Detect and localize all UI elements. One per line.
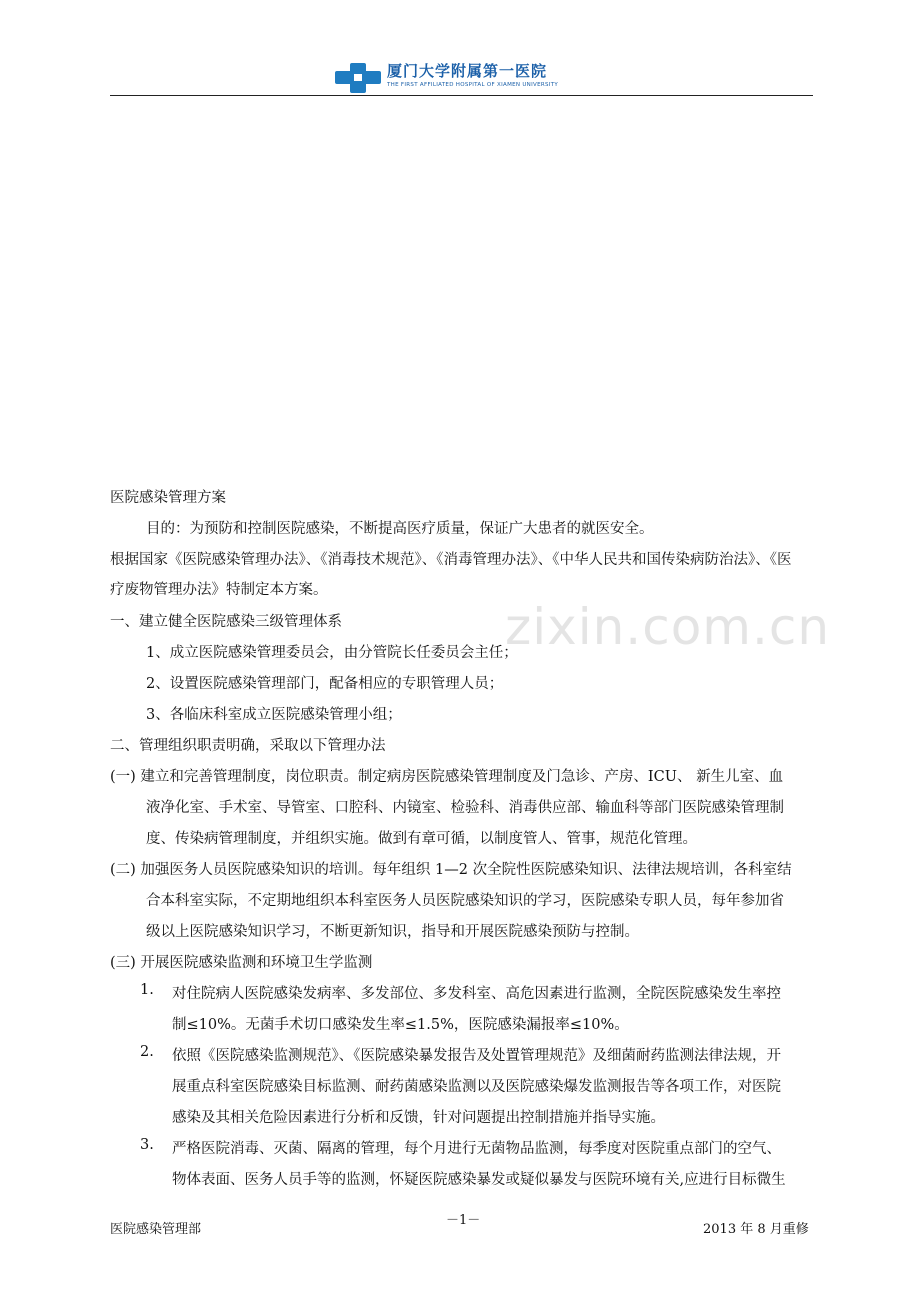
document-title: 医院感染管理方案	[110, 490, 226, 506]
paragraph-line: 度、传染病管理制度，并组织实施。做到有章可循，以制度管人、管事，规范化管理。	[146, 831, 697, 847]
page-number: －1－	[446, 1213, 481, 1228]
hospital-logo	[335, 60, 635, 94]
footer-revision-date: 2013 年 8 月重修	[703, 1222, 809, 1237]
basis-line: 疗废物管理办法》特制定本方案。	[110, 582, 328, 598]
subsection-heading: (三) 开展医院感染监测和环境卫生学监测	[110, 955, 373, 971]
paragraph-line: 物体表面、医务人员手等的监测，怀疑医院感染暴发或疑似暴发与医院环境有关,应进行目标微生	[172, 1172, 786, 1188]
watermark: zixin.com.cn	[505, 598, 831, 656]
purpose-line: 目的：为预防和控制医院感染，不断提高医疗质量，保证广大患者的就医安全。	[146, 521, 654, 537]
logo-english-name: THE FIRST AFFILIATED HOSPITAL OF XIAMEN UNIVERSITY	[387, 82, 559, 88]
paragraph-line: 展重点科室医院感染目标监测、耐药菌感染监测以及医院感染爆发监测报告等各项工作，对医院	[172, 1079, 781, 1095]
paragraph-line: 对住院病人医院感染发病率、多发部位、多发科室、高危因素进行监测，全院医院感染发生率控	[172, 986, 781, 1002]
paragraph-line: (二) 加强医务人员医院感染知识的培训。每年组织 1—2 次全院性医院感染知识、法律法规培训，各科室结	[110, 862, 792, 878]
section-heading: 一、建立健全医院感染三级管理体系	[110, 614, 342, 630]
list-item: 2、设置医院感染管理部门，配备相应的专职管理人员；	[146, 676, 504, 692]
paragraph-line: 级以上医院感染知识学习，不断更新知识，指导和开展医院感染预防与控制。	[146, 924, 639, 940]
header-divider	[110, 95, 813, 96]
list-item: 1、成立医院感染管理委员会，由分管院长任委员会主任；	[146, 645, 518, 661]
paragraph-line: 液净化室、手术室、导管室、口腔科、内镜室、检验科、消毒供应部、输血科等部门医院感染管理制	[146, 800, 784, 816]
page-header	[110, 58, 813, 96]
list-number: 3.	[140, 1137, 154, 1153]
paragraph-line: (一) 建立和完善管理制度，岗位职责。制定病房医院感染管理制度及门急诊、产房、ICU、 新生儿室、血	[110, 769, 784, 785]
logo-chinese-name: 厦门大学附属第一医院	[387, 62, 548, 80]
list-item: 3、各临床科室成立医院感染管理小组；	[146, 707, 402, 723]
paragraph-line: 合本科室实际，不定期地组织本科室医务人员医院感染知识的学习，医院感染专职人员，每年参加省	[146, 893, 784, 909]
list-number: 2.	[140, 1044, 154, 1060]
basis-line: 根据国家《医院感染管理办法》、《消毒技术规范》、《消毒管理办法》、《中华人民共和国传染病防治法》、《医	[110, 552, 792, 568]
paragraph-line: 制≤10%。无菌手术切口感染发生率≤1.5%，医院感染漏报率≤10%。	[172, 1017, 629, 1033]
paragraph-line: 严格医院消毒、灭菌、隔离的管理，每个月进行无菌物品监测，每季度对医院重点部门的空气、	[172, 1141, 781, 1157]
section-heading: 二、管理组织职责明确，采取以下管理办法	[110, 738, 386, 754]
list-number: 1.	[140, 982, 154, 998]
medical-cross-icon	[335, 63, 381, 93]
paragraph-line: 依照《医院感染监测规范》、《医院感染暴发报告及处置管理规范》及细菌耐药监测法律法规，开	[172, 1048, 781, 1064]
paragraph-line: 感染及其相关危险因素进行分析和反馈，针对问题提出控制措施并指导实施。	[172, 1110, 665, 1126]
footer-department: 医院感染管理部	[110, 1222, 202, 1237]
